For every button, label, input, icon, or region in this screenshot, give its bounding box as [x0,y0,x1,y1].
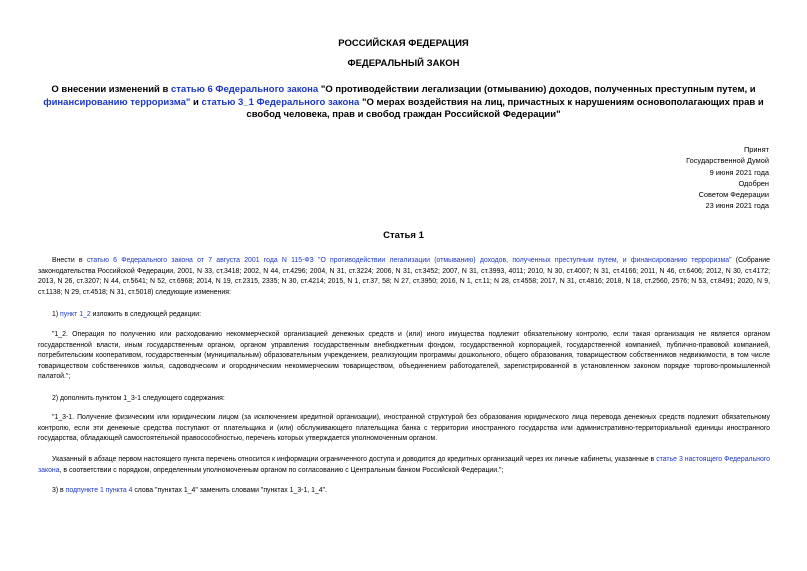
approved-by: Советом Федерации [698,190,769,200]
title-text-1: О внесении изменений в [51,84,171,95]
para-text-2: , в соответствии с порядком, определенным уполномоченным органом по согласованию с Центральным банком Российской Федерации."; [59,466,504,474]
item1-text-1: 1) [52,311,61,318]
item-1 [38,310,770,321]
item1-text-2: изложить в следующей редакции: [90,311,202,318]
para-text-1: Указанный в абзаце первом настоящего пункта перечень относится к информации ограниченного доступа и доводится до кредитных организаций через их личные кабинеты, указанные в [52,456,657,463]
quote-1-3-1: "1_3-1. Получение физическим или юридическим лицом (за исключением кредитной организации), иностранной структурой без образования юридического лица перевода денежных средств подлежит обязательному контролю, если эти денежные средства поступают от плательщика и (или) обслуживающего плательщика банка с территории иностранного государства или административно-территориальной единицы иностранного государства, обладающей самостоятельной правосособностью, перечень которых утверждается уполномоченным органом. [38,414,770,443]
adopted-date: 9 июня 2021 года [709,167,769,177]
title-text-2: "О противодействии легализации (отмыванию) доходов, полученных преступным путем, и [318,84,756,95]
country-heading: РОССИЙСКАЯ ФЕДЕРАЦИЯ [338,38,469,49]
title-link-article6[interactable]: статью 6 Федерального закона [171,84,319,95]
intro-text-1: Внести в [52,257,87,264]
item-2: 2) дополнить пунктом 1_3-1 следующего содержания: [52,395,225,402]
article-heading: Статья 1 [383,230,424,241]
para-link-article-3[interactable]: статье 3 настоящего Федерального закона [38,456,770,474]
law-type-heading: ФЕДЕРАЛЬНЫЙ ЗАКОН [347,58,460,69]
intro-paragraph [38,256,770,298]
item3-text-1: 3) в [52,487,66,494]
item-3 [38,486,770,497]
adopted-label: Принят [743,145,769,154]
intro-link-law-115[interactable]: статью 6 Федерального закона от 7 августа 2001 года N 115-ФЗ "О противодействии легализации (отмыванию) доходов, полученных преступным путем, и финансированию терроризма" [86,257,732,264]
intro-text-2: (Собрание законодательства Российской Федерации, 2001, N 33, ст.3418; 2002, N 44, ст.4296; 2004, N 31, ст.3224; 2006, N 31, ст.3452; 2007, N 31, ст.3993, 4011; 2010, N 30, ст.4007; N 31, ст.4166; 2011, N 46, ст.6406; 2012, N 30, ст.4172; 2013, N 26, ст.3207; N 44, ст.5641; N 52, ст.6968; 2014, N 19, ст.2315, 2335; N 30, ст.4214; 2015, N 1, ст.37, 58; N 27, ст.3950; 2016, N 1, ст.11; N 28, ст.4558; 2017, N 31, ст.4816; 2018, N 18, ст.2560, 2576; N 53, ст.8491; 2020, N 9, ст.1138; N 29, ст.4518; N 31, ст.5018) следующие изменения: [38,257,770,296]
item3-link-subpoint-1-point-4[interactable]: подпункте 1 пункта 4 [65,487,133,494]
adoption-block [569,144,769,212]
item1-link-point-1-2[interactable]: пункт 1_2 [60,311,91,318]
list-access-paragraph [38,455,770,476]
adopted-by: Государственной Думой [686,156,769,166]
approved-date: 23 июня 2021 года [705,201,769,211]
title-link-article3-1[interactable]: статью 3_1 Федерального закона [201,96,360,108]
approved-label: Одобрен [738,178,769,188]
title-text-4: "О мерах воздействия на лиц, причастных к нарушениям основополагающих прав и свобод человека, прав и свобод граждан Российской Федерации" [246,96,764,120]
quote-1-2: "1_2. Операция по получению или расходованию некоммерческой организацией денежных средств и (или) иного имущества подлежит обязательному контролю, если такая организация не является органом государственной власти, иным государственным органом, органом управления государственным внебюджетным фондом, государственной корпорацией, государственной компанией, публично-правовой компанией, потребительским кооперативом, государственным (муниципальным) образовательным учреждением, реализующим программы дошкольного, общего образования, товариществом собственников недвижимости, в том числе товариществом собственников жилья, садоводческим и огородническим некоммерческим товариществом, объединением работодателей, зарегистрированной в установленном законом порядке торгово-промышленной палатой."; [38,331,770,381]
item3-text-2: слова "пунктах 1_4" заменить словами "пунктах 1_3-1, 1_4". [132,487,327,494]
title-link-financing[interactable]: финансированию терроризма" [43,96,191,108]
law-title [30,84,777,122]
title-text-3: и [190,96,202,108]
